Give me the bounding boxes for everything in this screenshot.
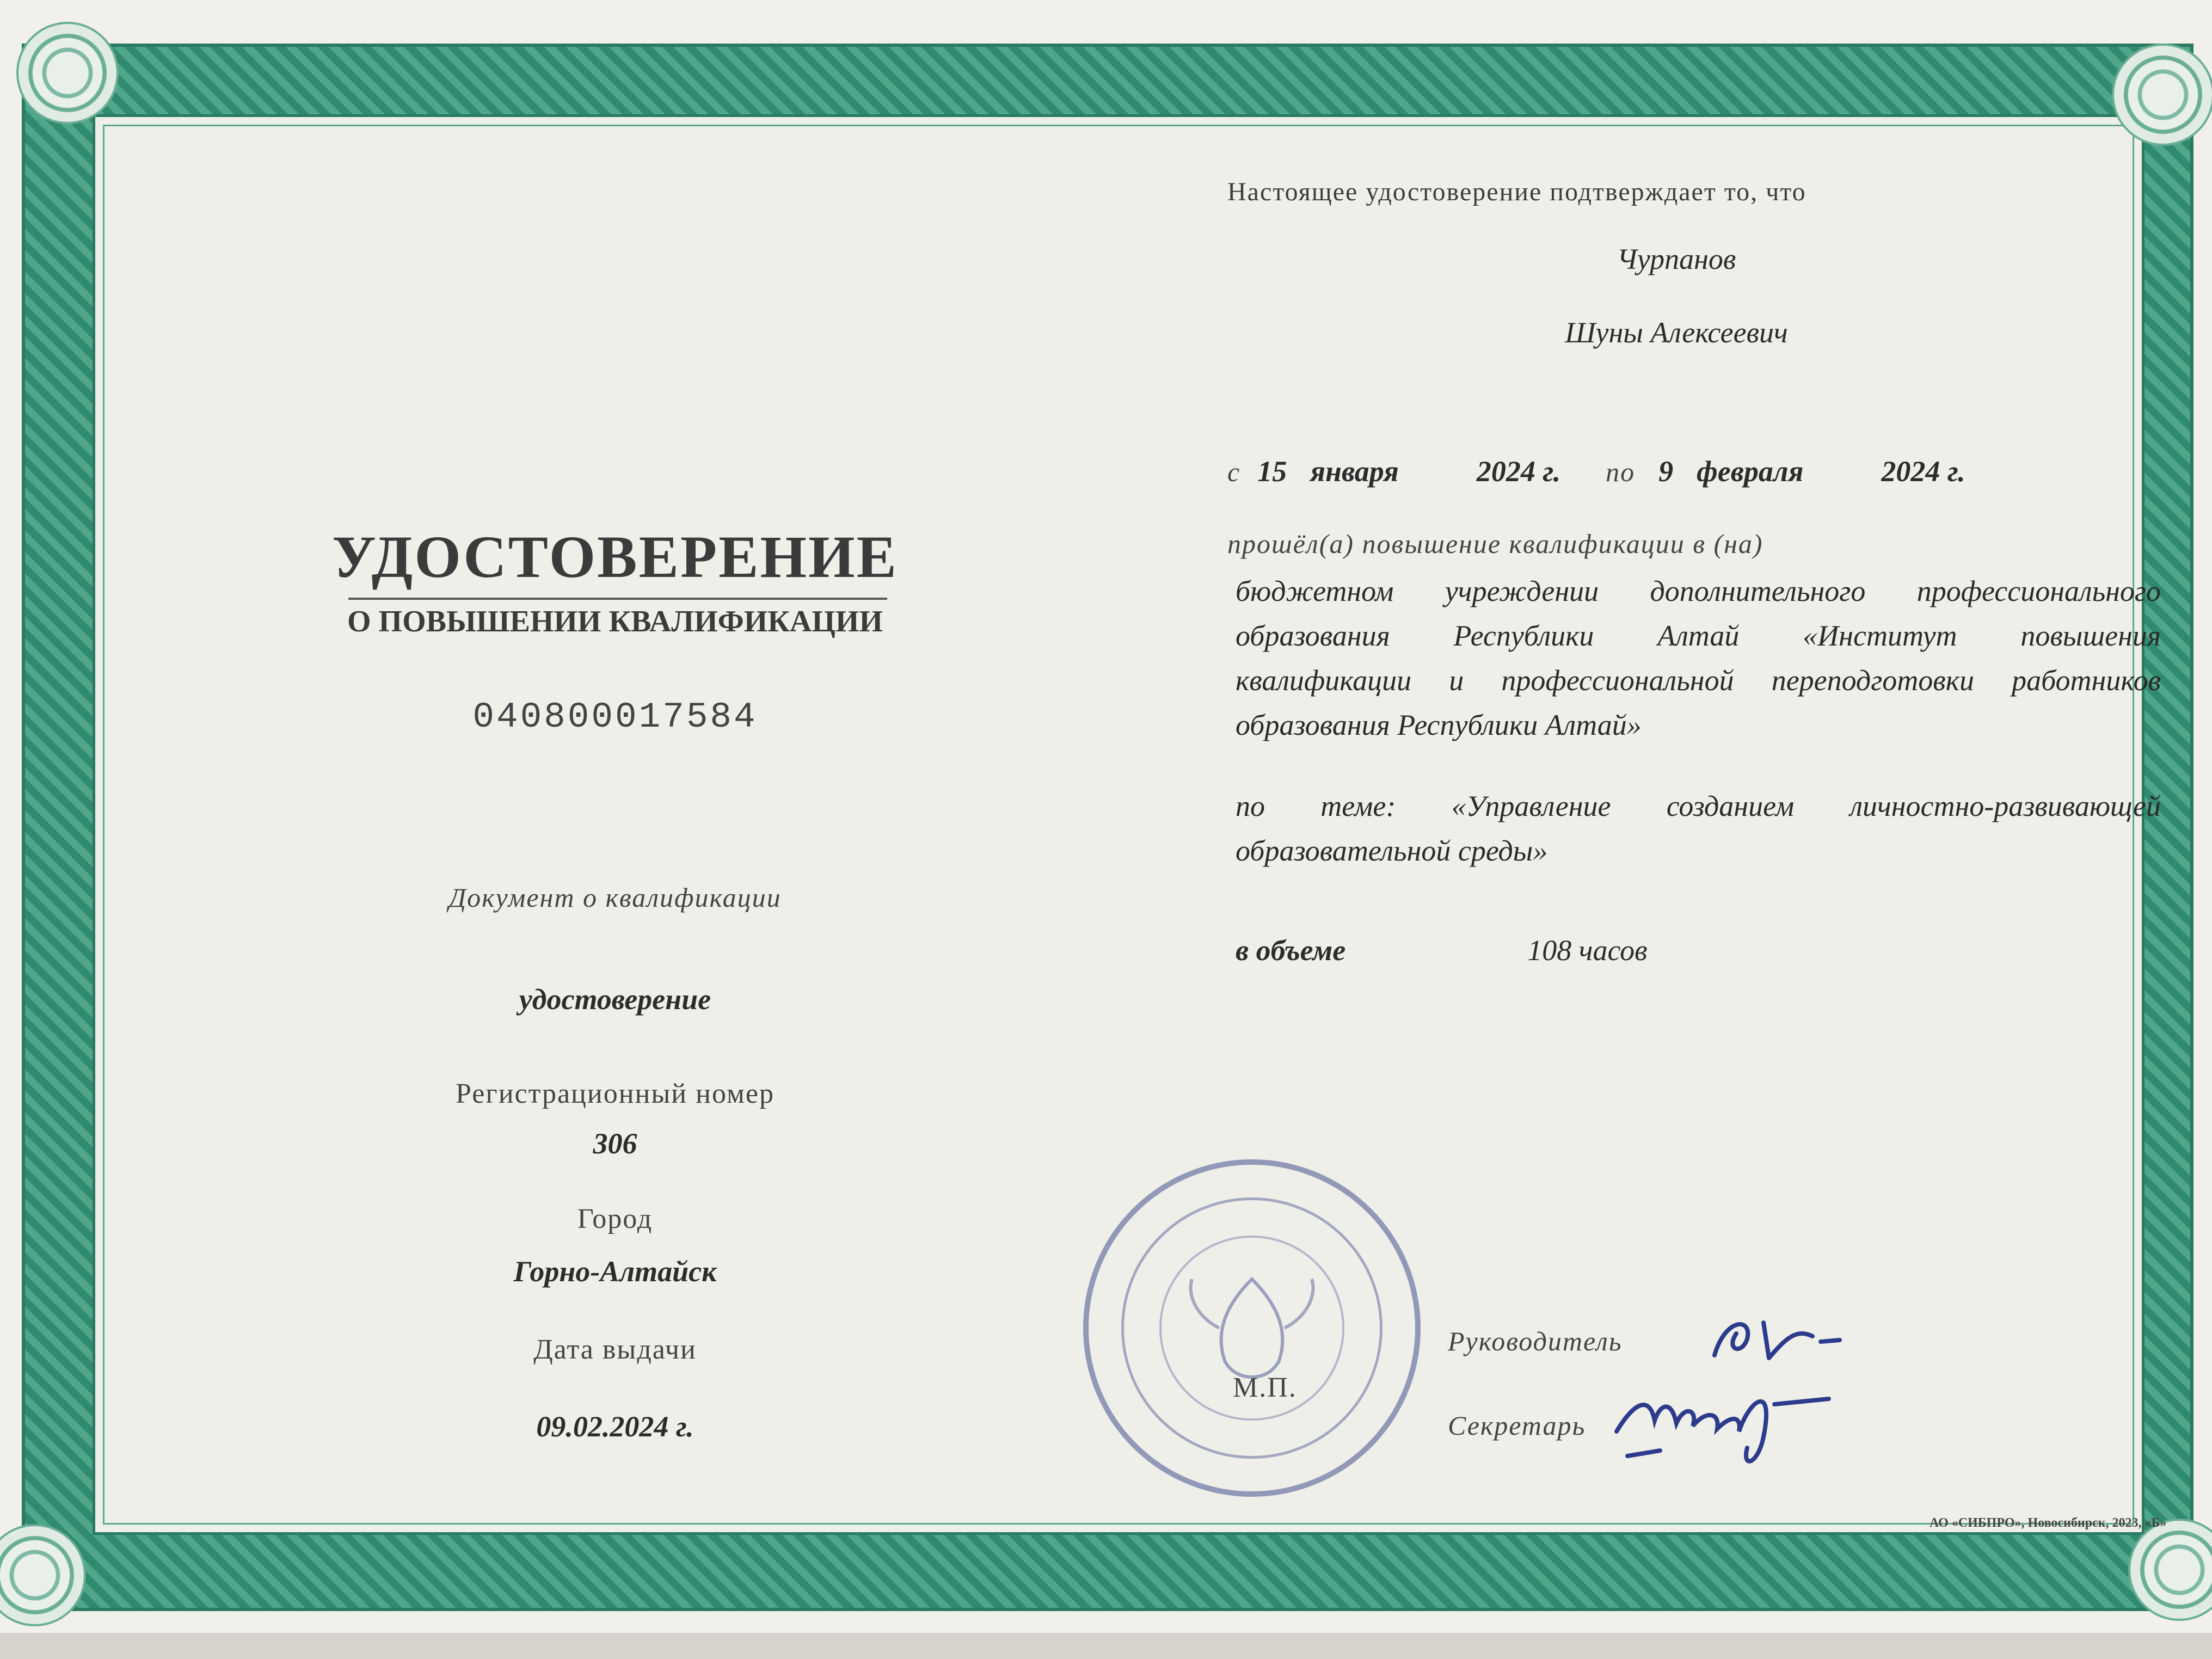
head-label: Руководитель <box>1448 1326 1623 1356</box>
institution-line: бюджетном учреждении дополнительного профессионального <box>1236 575 2161 607</box>
institution-line: образования Республики Алтай «Институт повышения <box>1236 619 2161 652</box>
intro-text: Настоящее удостоверение подтверждает то, что <box>1227 177 1807 206</box>
reg-number-value: 306 <box>593 1127 637 1160</box>
study-period <box>1227 454 2098 488</box>
secretary-signature-icon <box>1611 1361 1840 1480</box>
institution-line: образования Республики Алтай» <box>1236 709 1642 741</box>
corner-rosette-top-right <box>2112 44 2212 146</box>
period-to-year: 2024 г. <box>1881 455 1965 488</box>
issue-date-value: 09.02.2024 г. <box>536 1410 694 1443</box>
title-underline <box>348 598 887 600</box>
period-from-month: января <box>1310 455 1399 488</box>
serial-number: 040800017584 <box>472 697 758 738</box>
period-from-prefix: с <box>1227 457 1241 487</box>
period-to-prefix: по <box>1606 457 1636 487</box>
city-value: Горно-Алтайск <box>513 1255 717 1288</box>
period-to-day: 9 <box>1658 455 1674 488</box>
topic-line: по теме: «Управление созданием личностно-развивающей <box>1236 790 2161 822</box>
seal-place-label: М.П. <box>1233 1372 1297 1403</box>
printer-note: АО «СИБПРО», Новосибирск, 2023, «Б» <box>1930 1516 2167 1530</box>
institution-name <box>1236 569 2161 747</box>
course-volume <box>1236 933 2106 967</box>
secretary-label: Секретарь <box>1448 1410 1586 1441</box>
holder-surname: Чурпанов <box>1617 243 1736 275</box>
topic-line: образовательной среды» <box>1236 834 1548 867</box>
eagle-emblem-icon <box>1089 1165 1415 1491</box>
certificate-subtitle: О ПОВЫШЕНИИ КВАЛИФИКАЦИИ <box>347 605 883 638</box>
doc-type-label: Документ о квалификации <box>448 882 782 913</box>
city-label: Город <box>577 1203 653 1234</box>
official-seal <box>1083 1159 1421 1497</box>
period-from-day: 15 <box>1257 455 1287 488</box>
completed-label: прошёл(а) повышение квалификации в (на) <box>1227 529 1764 559</box>
institution-line: квалификации и профессиональной переподготовки работников <box>1236 664 2161 697</box>
volume-label: в объеме <box>1236 934 1346 967</box>
reg-number-label: Регистрационный номер <box>456 1078 775 1109</box>
issue-date-label: Дата выдачи <box>533 1334 697 1365</box>
volume-value: 108 часов <box>1527 934 1648 967</box>
period-to-month: февраля <box>1697 455 1804 488</box>
certificate-title: УДОСТОВЕРЕНИЕ <box>332 524 898 590</box>
holder-given-names: Шуны Алексеевич <box>1565 316 1788 349</box>
corner-rosette-top-left <box>16 22 119 124</box>
doc-type-value: удостоверение <box>519 983 711 1016</box>
period-from-year: 2024 г. <box>1476 455 1561 488</box>
course-topic <box>1236 784 2161 873</box>
